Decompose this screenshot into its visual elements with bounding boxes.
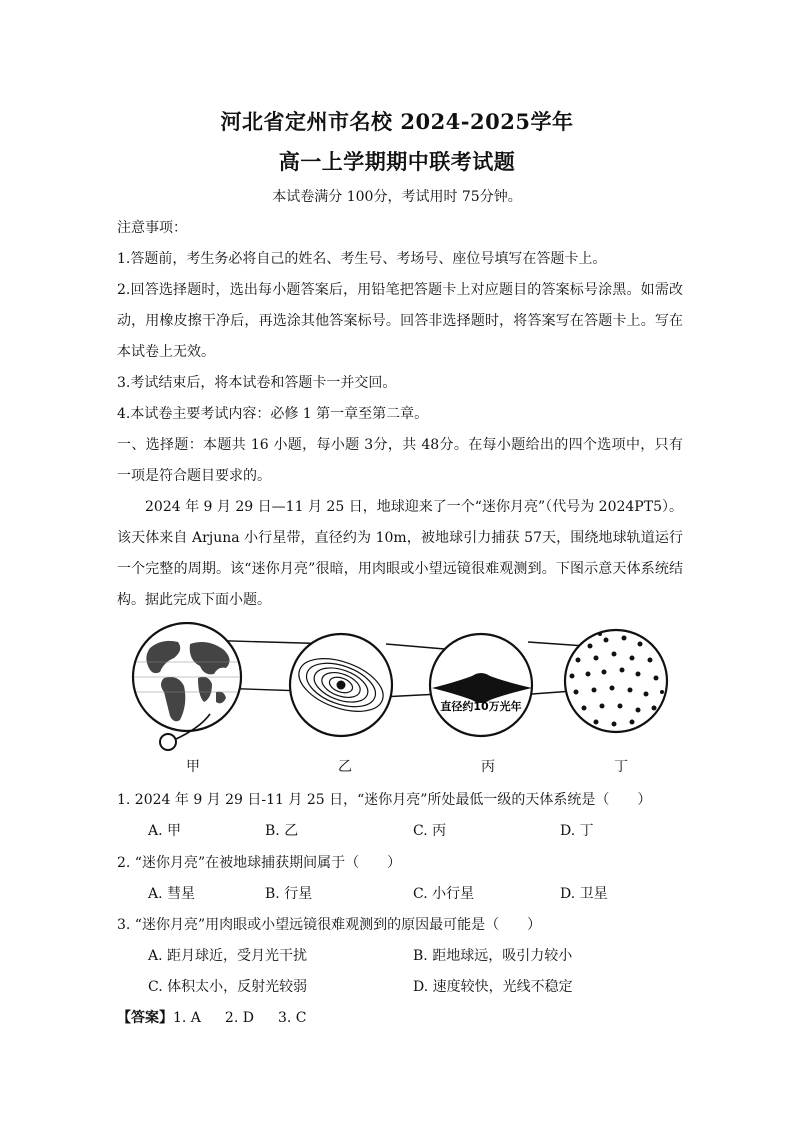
question-1-option-a: A. 甲 <box>148 823 182 839</box>
question-1-option-d: D. 丁 <box>560 823 594 839</box>
question-1-option-c: C. 丙 <box>413 823 447 839</box>
question-3-option-a: A. 距月球近，受月光干扰 <box>148 948 308 964</box>
galaxy-diameter-label: 直径约10万光年 <box>440 700 522 713</box>
figure-label-ding: 丁 <box>614 759 628 775</box>
section-intro: 一、选择题：本题共 16 小题，每小题 3分，共 48分。在每小题给出的四个选项中，只有一项是符合题目要求的。 <box>117 437 683 484</box>
question-2-option-c: C. 小行星 <box>413 886 475 902</box>
earth-globe <box>133 623 241 750</box>
note-item-1: 1.答题前，考生务必将自己的姓名、考生号、考场号、座位号填写在答题卡上。 <box>117 251 607 267</box>
note-item-4: 4.本试卷主要考试内容：必修 1 第一章至第二章。 <box>117 406 429 422</box>
question-3-stem: 3. “迷你月亮”用肉眼或小望远镜很难观测到的原因最可能是（ ） <box>117 917 542 933</box>
figure-label-yi: 乙 <box>338 759 352 775</box>
figure-label-bing: 丙 <box>481 759 495 775</box>
answer-item-3: 3. C <box>277 1010 307 1026</box>
celestial-system-figure <box>128 622 676 772</box>
page-title-line1: 河北省定州市名校 2024-2025学年 <box>220 109 574 134</box>
notes-heading: 注意事项： <box>117 220 187 236</box>
question-1-option-b: B. 乙 <box>265 823 299 839</box>
question-3-option-b: B. 距地球远，吸引力较小 <box>413 948 573 964</box>
question-3-option-d: D. 速度较快，光线不稳定 <box>413 979 573 995</box>
universe-circle <box>565 630 667 732</box>
exam-info: 本试卷满分 100分，考试用时 75分钟。 <box>272 189 522 205</box>
answer-item-2: 2. D <box>224 1010 254 1026</box>
galaxy-circle <box>430 634 532 736</box>
question-3-option-c: C. 体积太小，反射光较弱 <box>148 979 308 995</box>
note-item-3: 3.考试结束后，将本试卷和答题卡一并交回。 <box>117 375 397 391</box>
moon-circle <box>160 734 176 750</box>
figure-label-jia: 甲 <box>186 759 200 775</box>
note-item-2: 2.回答选择题时，选出每小题答案后，用铅笔把答题卡上对应题目的答案标号涂黑。如需改动，用橡皮擦干净后，再选涂其他答案标号。回答非选择题时，将答案写在答题卡上。写在本试卷上无效。 <box>117 282 683 360</box>
question-2-stem: 2. “迷你月亮”在被地球捕获期间属于（ ） <box>117 855 402 871</box>
question-1-stem: 1. 2024 年 9 月 29 日-11 月 25 日，“迷你月亮”所处最低一级的天体系统是（ ） <box>117 792 652 808</box>
question-2-option-d: D. 卫星 <box>560 886 608 902</box>
solar-system-circle <box>290 634 392 736</box>
page-title-line2: 高一上学期期中联考试题 <box>278 149 516 174</box>
question-2-option-b: B. 行星 <box>265 886 313 902</box>
reading-passage: 2024 年 9 月 29 日—11 月 25 日，地球迎来了一个“迷你月亮”（代号为 2024PT5）。该天体来自 Arjuna 小行星带，直径约为 10m，被地球引力捕获 57天，围绕地球轨道运行一个完整的周期。该“迷你月亮”很暗，用肉眼或小望远镜很难观测到。下图示意天体系统结构。据此完成下面小题。 <box>117 499 683 608</box>
answer-item-1: 1. A <box>173 1010 201 1026</box>
answer-row <box>117 1007 307 1027</box>
question-2-option-a: A. 彗星 <box>148 886 196 902</box>
answer-label: 【答案】 <box>117 1010 173 1026</box>
